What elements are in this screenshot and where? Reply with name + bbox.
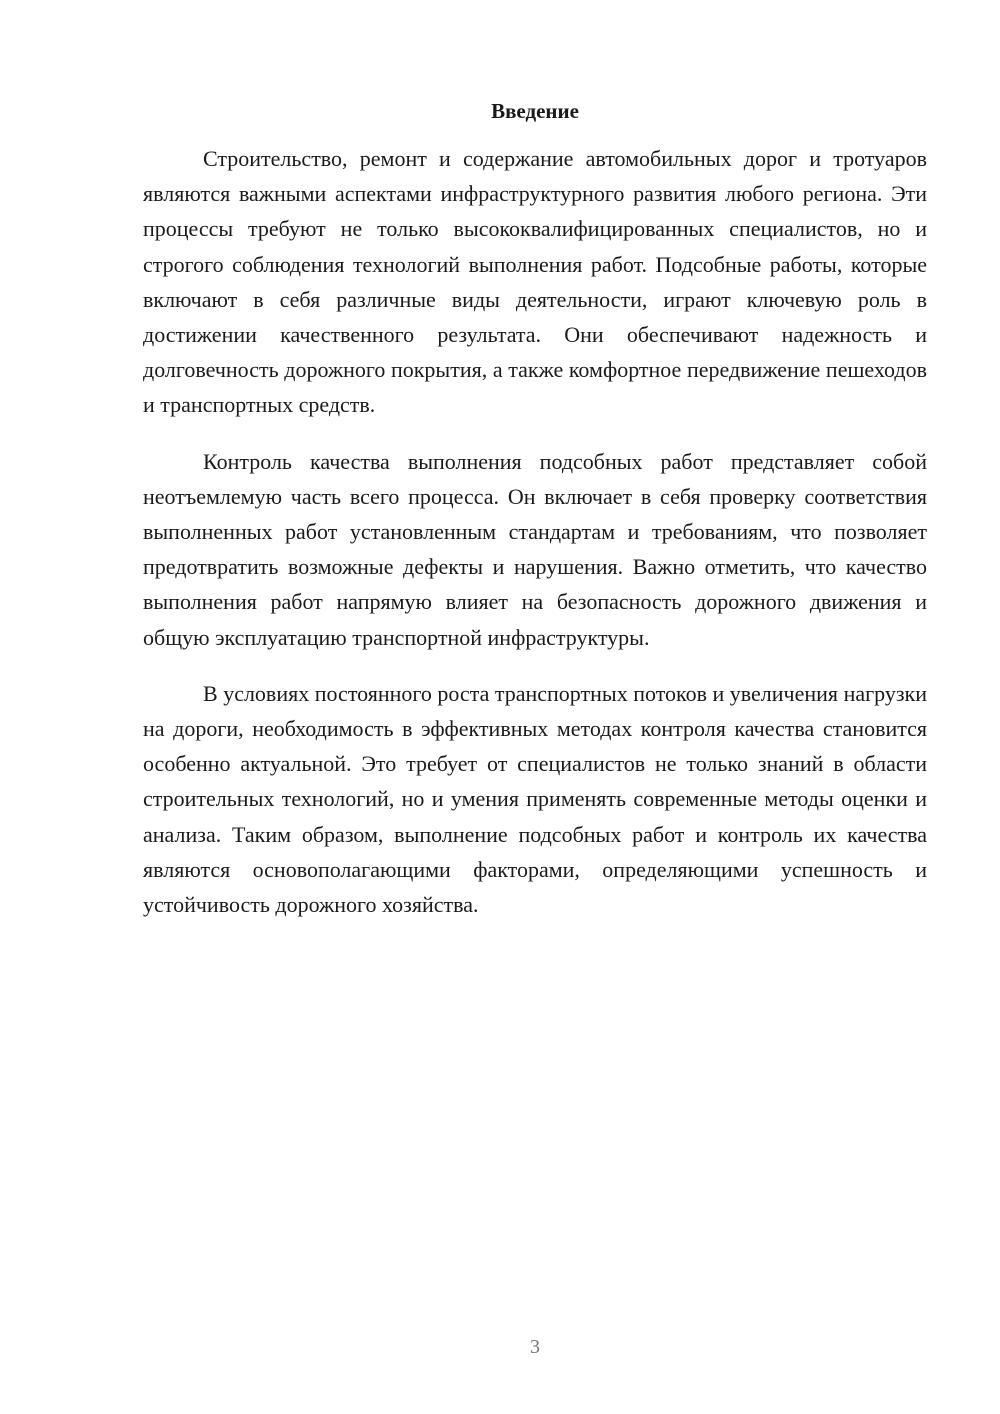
paragraph-1: Строительство, ремонт и содержание автомобильных дорог и тротуаров являются важными аспектами инфраструктурного развития любого региона. Эти процессы требуют не только высококвалифицированных специалистов, но и строгого соблюдения технологий выполнения работ. Подсобные работы, которые включают в себя различные виды деятельности, играют ключевую роль в достижении качественного результата. Они обеспечивают надежность и долговечность дорожного покрытия, а также комфортное передвижение пешеходов и транспортных средств. bbox=[143, 146, 927, 418]
paragraph-2: Контроль качества выполнения подсобных работ представляет собой неотъемлемую часть всего процесса. Он включает в себя проверку соответствия выполненных работ установленным стандартам и требованиям, что позволяет предотвратить возможные дефекты и нарушения. Важно отметить, что качество выполнения работ напрямую влияет на безопасность дорожного движения и общую эксплуатацию транспортной инфраструктуры. bbox=[143, 448, 927, 650]
body-text bbox=[143, 141, 927, 943]
section-heading: Введение bbox=[491, 99, 579, 123]
page-number: 3 bbox=[530, 1336, 540, 1358]
paragraph-3: В условиях постоянного роста транспортных потоков и увеличения нагрузки на дороги, необходимость в эффективных методах контроля качества становится особенно актуальной. Это требует от специалистов не только знаний в области строительных технологий, но и умения применять современные методы оценки и анализа. Таким образом, выполнение подсобных работ и контроль их качества являются основополагающими факторами, определяющими успешность и устойчивость дорожного хозяйства. bbox=[143, 680, 927, 918]
